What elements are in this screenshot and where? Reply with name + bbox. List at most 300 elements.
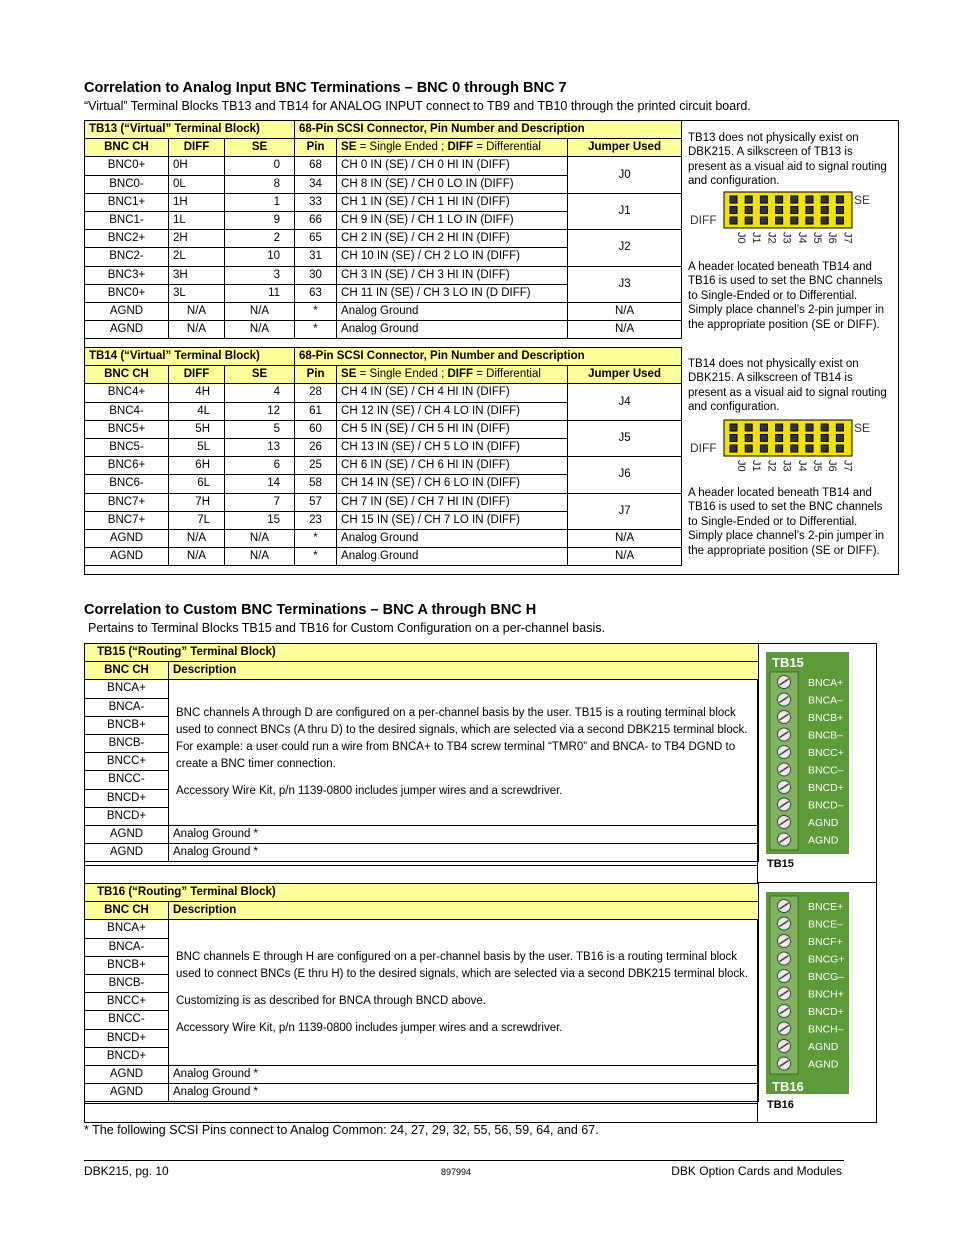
diff-cell: N/A: [169, 548, 225, 566]
jumper-header-body: [724, 420, 852, 456]
pin-cell: *: [295, 529, 337, 547]
bnc-cell: BNCB-: [85, 974, 169, 992]
header-pin: [836, 217, 843, 224]
terminal-label: BNCD+: [808, 1006, 844, 1018]
image-row-divider: [757, 882, 877, 883]
diff-cell: N/A: [169, 529, 225, 547]
pin-cell: 68: [295, 157, 337, 175]
diff-cell: 0L: [169, 175, 225, 193]
diff-label: DIFF: [690, 441, 717, 455]
header-pin: [821, 196, 828, 203]
terminal-title: TB15: [772, 655, 804, 670]
diff-cell: N/A: [169, 302, 225, 320]
tb15-col-desc: Description: [169, 662, 759, 680]
terminal-label: BNCF+: [808, 936, 843, 948]
header-pin: [745, 424, 752, 431]
header-pin: [836, 196, 843, 203]
description-cell: CH 13 IN (SE) / CH 5 LO IN (DIFF): [337, 438, 568, 456]
header-pin: [776, 424, 783, 431]
description-paragraph: Accessory Wire Kit, p/n 1139-0800 includes jumper wires and a screwdriver.: [176, 785, 563, 798]
header-pin: [806, 207, 813, 214]
pin-cell: 31: [295, 248, 337, 266]
terminal-label: BNCH–: [808, 1023, 844, 1036]
header-pin: [806, 424, 813, 431]
table-row: [85, 302, 682, 320]
header-pin: [806, 435, 813, 442]
description-cell: Analog Ground *: [169, 1065, 759, 1083]
diff-cell: 0H: [169, 157, 225, 175]
table-row: [85, 193, 682, 211]
bnc-cell: BNC1-: [85, 211, 169, 229]
description-cell: Analog Ground: [337, 302, 568, 320]
header-pin: [776, 445, 783, 452]
description-cell: CH 6 IN (SE) / CH 6 HI IN (DIFF): [337, 457, 568, 475]
pin-label: J7: [841, 460, 854, 472]
tb16-table: [84, 883, 759, 1102]
header-pin: [791, 435, 798, 442]
header-pin: [821, 207, 828, 214]
se-cell: 3: [225, 266, 295, 284]
description-cell: CH 4 IN (SE) / CH 4 HI IN (DIFF): [337, 384, 568, 402]
header-pin: [776, 217, 783, 224]
bnc-cell: BNC0+: [85, 284, 169, 302]
description-cell: CH 11 IN (SE) / CH 3 LO IN (D DIFF): [337, 284, 568, 302]
bnc-cell: BNC3+: [85, 266, 169, 284]
header-pin: [760, 217, 767, 224]
tb13-header-right: 68-Pin SCSI Connector, Pin Number and Description: [295, 121, 682, 139]
bnc-cell: BNC5+: [85, 420, 169, 438]
footer-center: 897994: [441, 1167, 472, 1177]
tb13-table: [84, 120, 682, 339]
pin-label: J5: [811, 460, 823, 472]
routing-description: [169, 920, 759, 1066]
bnc-cell: BNCA+: [85, 680, 169, 698]
description-paragraph: BNC channels A through D are configured on a per-channel basis by the user. TB15 is a routing terminal block used to connect BNCs (A thru D) to the desired signals, which are selected via a second DBK215 terminal block. For example: a user could run a wire from BNCA+ to TB4 screw terminal “TMR0” and BNCA- to TB4 DGND to create a BNC timer connection.: [176, 707, 748, 771]
pin-cell: 57: [295, 493, 337, 511]
se-cell: 15: [225, 511, 295, 529]
bnc-cell: AGND: [85, 548, 169, 566]
diff-cell: 2L: [169, 248, 225, 266]
terminal-label: BNCD–: [808, 799, 844, 812]
description-cell: CH 14 IN (SE) / CH 6 LO IN (DIFF): [337, 475, 568, 493]
description-paragraph: Accessory Wire Kit, p/n 1139-0800 includes jumper wires and a screwdriver.: [176, 1021, 563, 1034]
diff-cell: 3H: [169, 266, 225, 284]
bnc-cell: BNC0-: [85, 175, 169, 193]
pin-label: J6: [826, 460, 839, 472]
se-cell: N/A: [225, 302, 295, 320]
header-pin: [806, 196, 813, 203]
bnc-cell: BNC2-: [85, 248, 169, 266]
diff-cell: 1L: [169, 211, 225, 229]
tb13-side-text2: A header located beneath TB14 and TB16 is used to set the BNC channels to Single-Ended or to Differential. Simply place channel’s 2-pin jumper in the appropriate position (SE or DIFF).: [688, 261, 885, 331]
tb13-col-jumper: Jumper Used: [568, 139, 682, 157]
table-row: [85, 321, 682, 339]
bnc-cell: BNCC+: [85, 993, 169, 1011]
bnc-cell: BNCB-: [85, 734, 169, 752]
bnc-cell: AGND: [85, 302, 169, 320]
tb14-col-se: SE: [225, 366, 295, 384]
bnc-cell: BNC4+: [85, 384, 169, 402]
pin-label: J1: [750, 232, 763, 244]
bnc-cell: BNC6+: [85, 457, 169, 475]
pin-label: J6: [826, 232, 839, 244]
header-pin: [730, 196, 737, 203]
description-cell: Analog Ground: [337, 548, 568, 566]
jumper-cell: J5: [568, 420, 682, 456]
terminal-title: TB16: [772, 1079, 804, 1094]
pin-cell: 58: [295, 475, 337, 493]
jumper-cell: N/A: [568, 529, 682, 547]
se-label: SE: [854, 193, 871, 207]
header-pin: [760, 207, 767, 214]
header-pin: [745, 435, 752, 442]
pin-label: J1: [750, 460, 763, 472]
se-cell: N/A: [225, 548, 295, 566]
jumper-cell: J3: [568, 266, 682, 302]
bnc-cell: BNC0+: [85, 157, 169, 175]
description-paragraph: BNC channels E through H are configured on a per-channel basis by the user. TB16 is a routing terminal block used to connect BNCs (E thru H) to the desired signals, which are selected via a second DBK215 terminal block.: [176, 950, 749, 980]
bnc-cell: BNCB+: [85, 956, 169, 974]
header-pin: [760, 435, 767, 442]
footer-right: DBK Option Cards and Modules: [671, 1164, 842, 1178]
diff-cell: N/A: [169, 321, 225, 339]
header-pin: [821, 445, 828, 452]
bnc-cell: BNCD+: [85, 1047, 169, 1065]
tb13-col-diff: DIFF: [169, 139, 225, 157]
table-row: [85, 844, 759, 862]
bnc-cell: BNC1+: [85, 193, 169, 211]
header-pin: [791, 196, 798, 203]
pin-label: J2: [765, 460, 778, 472]
se-cell: 4: [225, 384, 295, 402]
terminal-label: BNCC+: [808, 747, 844, 759]
bnc-cell: BNCD+: [85, 789, 169, 807]
table-row: [85, 920, 759, 938]
bnc-cell: BNCB+: [85, 716, 169, 734]
bnc-cell: BNCD+: [85, 1029, 169, 1047]
header-pin: [776, 435, 783, 442]
description-cell: CH 3 IN (SE) / CH 3 HI IN (DIFF): [337, 266, 568, 284]
diff-cell: 7L: [169, 511, 225, 529]
table-row: [85, 457, 682, 475]
table-row: [85, 680, 759, 698]
diff-cell: 7H: [169, 493, 225, 511]
bnc-cell: AGND: [85, 529, 169, 547]
terminal-label: AGND: [808, 834, 839, 847]
description-paragraph: Customizing is as described for BNCA through BNCD above.: [176, 994, 487, 1007]
terminal-label: BNCC–: [808, 764, 844, 777]
routing-description: [169, 680, 759, 826]
header-pin: [745, 445, 752, 452]
pin-cell: 60: [295, 420, 337, 438]
pin-label: J5: [811, 232, 823, 244]
se-cell: 11: [225, 284, 295, 302]
bnc-cell: BNCC-: [85, 1011, 169, 1029]
tb16-header: TB16 (“Routing” Terminal Block): [85, 884, 759, 902]
header-pin: [836, 445, 843, 452]
diff-cell: 5L: [169, 438, 225, 456]
bnc-cell: BNC4-: [85, 402, 169, 420]
pin-cell: 28: [295, 384, 337, 402]
tb13-col-pin: Pin: [295, 139, 337, 157]
se-label: SE: [854, 421, 871, 435]
tb13-col-se: SE: [225, 139, 295, 157]
bnc-cell: BNCA-: [85, 938, 169, 956]
header-pin: [821, 424, 828, 431]
header-pin: [760, 196, 767, 203]
tb14-header-left: TB14 (“Virtual” Terminal Block): [85, 348, 295, 366]
pin-label: J3: [780, 460, 793, 472]
header-pin: [836, 207, 843, 214]
bnc-cell: AGND: [85, 1084, 169, 1102]
description-cell: CH 15 IN (SE) / CH 7 LO IN (DIFF): [337, 511, 568, 529]
bnc-cell: AGND: [85, 321, 169, 339]
pin-cell: *: [295, 321, 337, 339]
tb13-col-desc: SE = Single Ended ; DIFF = Differential: [337, 139, 568, 157]
table-row: [85, 825, 759, 843]
se-cell: 10: [225, 248, 295, 266]
pin-cell: 26: [295, 438, 337, 456]
pin-cell: 33: [295, 193, 337, 211]
pin-label: J4: [795, 232, 808, 244]
section1-subtitle: “Virtual” Terminal Blocks TB13 and TB14 for ANALOG INPUT connect to TB9 and TB10 through the printed circuit board.: [84, 99, 751, 113]
terminal-label: AGND: [808, 1058, 839, 1071]
se-cell: 12: [225, 402, 295, 420]
header-pin: [836, 435, 843, 442]
se-cell: 7: [225, 493, 295, 511]
tb16-terminal-image: [766, 892, 849, 1094]
section2-subtitle: Pertains to Terminal Blocks TB15 and TB16 for Custom Configuration on a per-channel basis.: [88, 621, 605, 635]
bnc-cell: BNCA+: [85, 920, 169, 938]
se-cell: 14: [225, 475, 295, 493]
header-pin: [745, 196, 752, 203]
table-row: [85, 529, 682, 547]
description-cell: CH 9 IN (SE) / CH 1 LO IN (DIFF): [337, 211, 568, 229]
tb15-bottom-rule: [84, 865, 758, 866]
table-row: [85, 493, 682, 511]
tb14-col-bnc: BNC CH: [85, 366, 169, 384]
diff-cell: 6H: [169, 457, 225, 475]
jumper-cell: J2: [568, 230, 682, 266]
description-cell: CH 0 IN (SE) / CH 0 HI IN (DIFF): [337, 157, 568, 175]
jumper-cell: N/A: [568, 548, 682, 566]
bnc-cell: BNC2+: [85, 230, 169, 248]
footnote: * The following SCSI Pins connect to Analog Common: 24, 27, 29, 32, 55, 56, 59, 64, and 67.: [84, 1123, 599, 1137]
terminal-label: BNCA+: [808, 677, 844, 689]
tb14-col-jumper: Jumper Used: [568, 366, 682, 384]
tb14-col-pin: Pin: [295, 366, 337, 384]
pin-label: J4: [795, 460, 808, 472]
diff-cell: 1H: [169, 193, 225, 211]
tb13-side-text1: TB13 does not physically exist on DBK215. A silkscreen of TB13 is present as a visual aid to signal routing and configuration.: [688, 132, 887, 188]
header-pin: [821, 217, 828, 224]
description-cell: Analog Ground *: [169, 1084, 759, 1102]
tb15-terminal-image: [766, 652, 849, 854]
terminal-label: BNCD+: [808, 782, 844, 794]
terminal-label: BNCE–: [808, 918, 844, 931]
header-pin: [730, 207, 737, 214]
terminal-label: BNCG–: [808, 971, 845, 983]
pin-cell: 30: [295, 266, 337, 284]
pin-label: J0: [735, 232, 747, 244]
description-cell: CH 8 IN (SE) / CH 0 LO IN (DIFF): [337, 175, 568, 193]
jumper-cell: N/A: [568, 302, 682, 320]
bnc-cell: AGND: [85, 1065, 169, 1083]
bnc-cell: AGND: [85, 844, 169, 862]
pin-cell: *: [295, 302, 337, 320]
se-cell: 8: [225, 175, 295, 193]
section2-title: Correlation to Custom BNC Terminations – BNC A through BNC H: [84, 602, 537, 618]
table-row: [85, 1084, 759, 1102]
header-pin: [776, 207, 783, 214]
tb14-table: [84, 347, 682, 566]
terminal-label: BNCE+: [808, 901, 844, 913]
se-cell: 1: [225, 193, 295, 211]
header-pin: [730, 435, 737, 442]
description-cell: Analog Ground *: [169, 844, 759, 862]
description-cell: Analog Ground: [337, 321, 568, 339]
pin-label: J2: [765, 232, 778, 244]
se-cell: 0: [225, 157, 295, 175]
footer-left: DBK215, pg. 10: [84, 1164, 169, 1178]
bnc-cell: BNCC+: [85, 753, 169, 771]
bnc-cell: AGND: [85, 825, 169, 843]
pin-label: J0: [735, 460, 747, 472]
se-cell: 9: [225, 211, 295, 229]
description-cell: Analog Ground: [337, 529, 568, 547]
pin-cell: 65: [295, 230, 337, 248]
pin-cell: 25: [295, 457, 337, 475]
table-row: [85, 266, 682, 284]
header-pin: [821, 435, 828, 442]
pin-cell: 63: [295, 284, 337, 302]
table-row: [85, 384, 682, 402]
se-cell: 13: [225, 438, 295, 456]
header-pin: [730, 424, 737, 431]
diff-cell: 5H: [169, 420, 225, 438]
terminal-label: AGND: [808, 817, 839, 829]
se-cell: 6: [225, 457, 295, 475]
diff-cell: 4L: [169, 402, 225, 420]
bnc-cell: BNC7+: [85, 493, 169, 511]
tb14-side-text1: TB14 does not physically exist on DBK215. A silkscreen of TB14 is present as a visual aid to signal routing and configuration.: [688, 358, 887, 414]
jumper-cell: J1: [568, 193, 682, 229]
description-cell: Analog Ground *: [169, 825, 759, 843]
description-cell: CH 7 IN (SE) / CH 7 HI IN (DIFF): [337, 493, 568, 511]
header-pin: [730, 445, 737, 452]
terminal-label: BNCB+: [808, 712, 844, 724]
section1-title: Correlation to Analog Input BNC Terminations – BNC 0 through BNC 7: [84, 80, 567, 96]
jumper-cell: J0: [568, 157, 682, 193]
tb13-col-bnc: BNC CH: [85, 139, 169, 157]
pin-cell: 66: [295, 211, 337, 229]
header-pin: [791, 445, 798, 452]
pin-label: J3: [780, 232, 793, 244]
header-pin: [730, 217, 737, 224]
se-cell: 5: [225, 420, 295, 438]
bnc-cell: BNCD+: [85, 807, 169, 825]
tb15-header: TB15 (“Routing” Terminal Block): [85, 644, 759, 662]
jumper-header-body: [724, 192, 852, 228]
diff-label: DIFF: [690, 213, 717, 227]
table-row: [85, 548, 682, 566]
jumper-cell: N/A: [568, 321, 682, 339]
bnc-cell: BNC7+: [85, 511, 169, 529]
table-row: [85, 420, 682, 438]
terminal-label: BNCH+: [808, 988, 844, 1001]
tb15-caption: TB15: [767, 858, 794, 870]
se-cell: 2: [225, 230, 295, 248]
terminal-label: BNCB–: [808, 729, 844, 742]
header-pin: [836, 424, 843, 431]
terminal-label: BNCA–: [808, 694, 844, 707]
diff-cell: 6L: [169, 475, 225, 493]
header-pin: [760, 445, 767, 452]
bnc-cell: BNC6-: [85, 475, 169, 493]
header-pin: [791, 217, 798, 224]
header-pin: [791, 424, 798, 431]
tb14-col-desc: SE = Single Ended ; DIFF = Differential: [337, 366, 568, 384]
tb16-col-desc: Description: [169, 902, 759, 920]
jumper-cell: J4: [568, 384, 682, 420]
diff-cell: 2H: [169, 230, 225, 248]
tb13-header-graphic: [688, 190, 878, 256]
description-cell: CH 5 IN (SE) / CH 5 HI IN (DIFF): [337, 420, 568, 438]
tb14-side-text2: A header located beneath TB14 and TB16 is used to set the BNC channels to Single-Ended or to Differential. Simply place channel’s 2-pin jumper in the appropriate position (SE or DIFF).: [688, 487, 885, 557]
tb13-header-left: TB13 (“Virtual” Terminal Block): [85, 121, 295, 139]
tb16-caption: TB16: [767, 1099, 794, 1111]
pin-cell: 23: [295, 511, 337, 529]
header-pin: [745, 217, 752, 224]
tb16-col-bnc: BNC CH: [85, 902, 169, 920]
terminal-label: BNCG+: [808, 953, 845, 966]
description-cell: CH 12 IN (SE) / CH 4 LO IN (DIFF): [337, 402, 568, 420]
diff-cell: 3L: [169, 284, 225, 302]
header-pin: [806, 217, 813, 224]
tb15-col-bnc: BNC CH: [85, 662, 169, 680]
header-pin: [791, 207, 798, 214]
se-cell: N/A: [225, 529, 295, 547]
table-row: [85, 157, 682, 175]
header-pin: [806, 445, 813, 452]
table-row: [85, 1065, 759, 1083]
table-row: [85, 230, 682, 248]
pin-cell: *: [295, 548, 337, 566]
bnc-cell: BNCA-: [85, 698, 169, 716]
pin-cell: 61: [295, 402, 337, 420]
description-cell: CH 2 IN (SE) / CH 2 HI IN (DIFF): [337, 230, 568, 248]
header-pin: [745, 207, 752, 214]
header-pin: [760, 424, 767, 431]
tb14-header-right: 68-Pin SCSI Connector, Pin Number and Description: [295, 348, 682, 366]
header-pin: [776, 196, 783, 203]
se-cell: N/A: [225, 321, 295, 339]
pin-label: J7: [841, 232, 854, 244]
jumper-cell: J6: [568, 457, 682, 493]
tb14-col-diff: DIFF: [169, 366, 225, 384]
bnc-cell: BNC5-: [85, 438, 169, 456]
footer-rule: [84, 1160, 844, 1161]
description-cell: CH 10 IN (SE) / CH 2 LO IN (DIFF): [337, 248, 568, 266]
description-cell: CH 1 IN (SE) / CH 1 HI IN (DIFF): [337, 193, 568, 211]
tb15-table: [84, 643, 759, 862]
tb14-header-graphic: [688, 418, 878, 484]
bnc-cell: BNCC-: [85, 771, 169, 789]
diff-cell: 4H: [169, 384, 225, 402]
pin-cell: 34: [295, 175, 337, 193]
terminal-label: AGND: [808, 1041, 839, 1053]
tb16-bottom-rule: [84, 1103, 758, 1104]
